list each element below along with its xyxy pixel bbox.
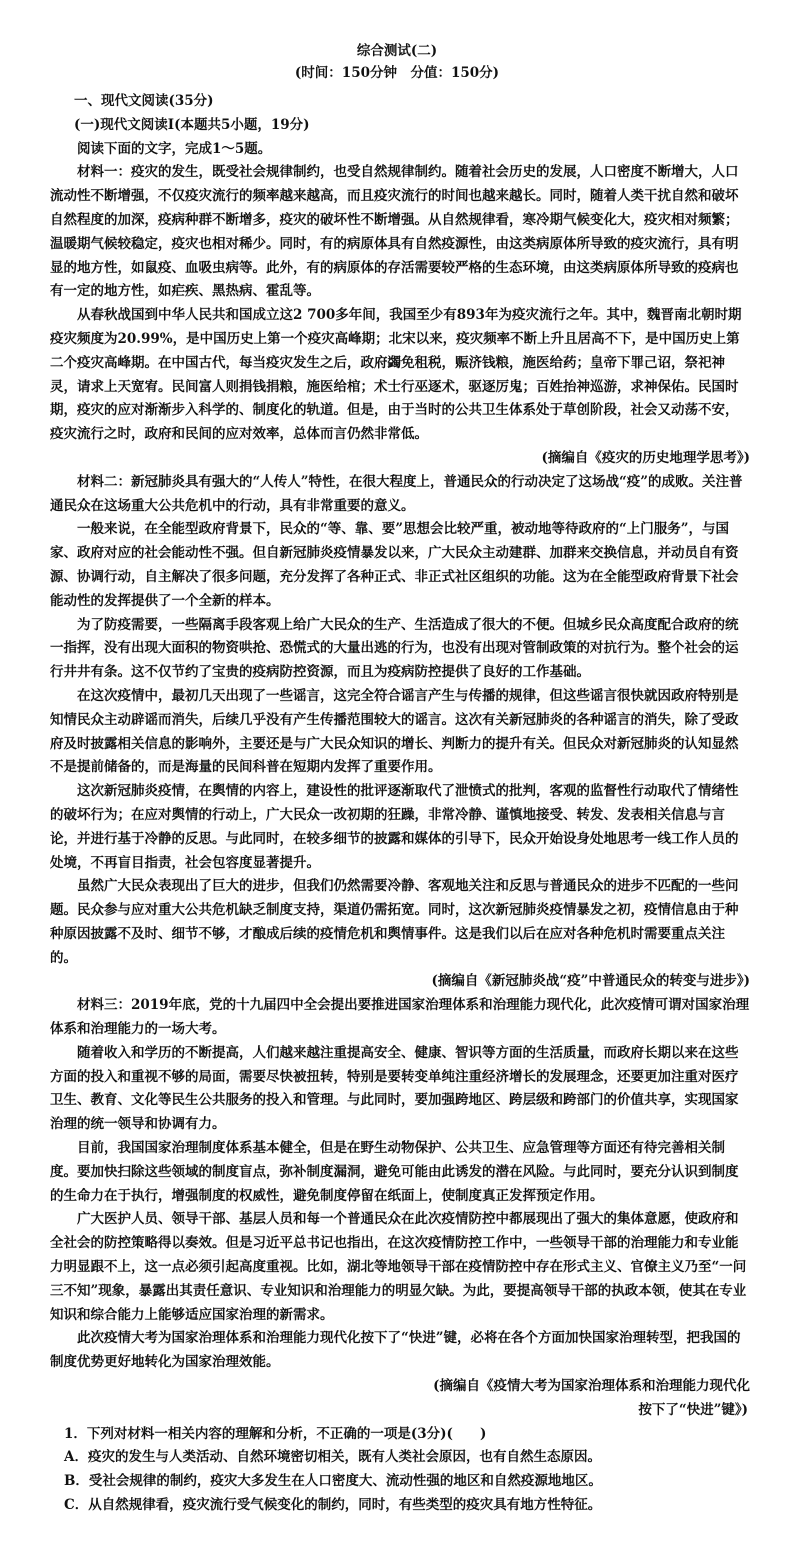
question-1: 1．下列对材料一相关内容的理解和分析，不正确的一项是(3分)( ) — [64, 1425, 487, 1442]
section-heading: 一、现代文阅读(35分) — [74, 93, 214, 109]
material-three-source-line-2: 按下了“快进”键》) — [638, 1401, 748, 1418]
material-two-paragraph-1: 材料二：新冠肺炎具有强大的“人传人”特性，在很大程度上，普通民众的行动决定了这场战“疫”的成败。关注普通民众在这场重大公共危机中的行动，具有非常重要的意义。 — [50, 473, 743, 514]
exam-time-score: (时间：150分钟 分值：150分) — [294, 65, 500, 81]
question-1-option-c: C．从自然规律看，疫灾流行受气候变化的制约，同时，有些类型的疫灾具有地方性特征。 — [64, 1497, 602, 1514]
material-one-paragraph-2: 从春秋战国到中华人民共和国成立这2 700多年间，我国至少有893年为疫灾流行之年。其中，魏晋南北朝时期疫灾频度为20.99%，是中国历史上第一个疫灾高峰期；北宋以来，疫灾频率不断上升且居高不下，是中国历史上第二个疫灾高峰期。在中国古代，每当疫灾发生之后，政府蠲免租税，赈济钱粮，施医给药；皇帝下罪己诏，祭祀神灵，请求上天宽宥。民间富人则捐钱捐粮，施医给棺；术士行巫逐术，驱逐厉鬼；百姓抬神巡游，求神保佑。民国时期，疫灾的应对渐渐步入科学的、制度化的轨道。但是，由于当时的公共卫生体系处于草创阶段，社会又动荡不安，疫灾流行之时，政府和民间的应对效率，总体而言仍然非常低。 — [50, 307, 742, 443]
material-one-source: (摘编自《疫灾的历史地理学思考》) — [541, 449, 750, 466]
material-three-source-line-1: (摘编自《疫情大考为国家治理体系和治理能力现代化 — [433, 1378, 750, 1395]
material-two-paragraph-2: 一般来说，在全能型政府背景下，民众的“等、靠、要”思想会比较严重，被动地等待政府的“上门服务”，与国家、政府对应的社会能动性不强。但自新冠肺炎疫情暴发以来，广大民众主动建群、加群来交换信息，并动员自有资源、协调行动，自主解决了很多问题，充分发挥了各种正式、非正式社区组织的功能。这为在全能型政府背景下社会能动性的发挥提供了一个全新的样本。 — [50, 521, 739, 609]
material-two-source: (摘编自《新冠肺炎战“疫”中普通民众的转变与进步》) — [431, 973, 750, 990]
material-three-paragraph-2: 随着收入和学历的不断提高，人们越来越注重提高安全、健康、智识等方面的生活质量，而政府长期以来在这些方面的投入和重视不够的局面，需要尽快被扭转，特别是要转变单纯注重经济增长的发展理念，还要更加注重对医疗卫生、教育、文化等民生公共服务的投入和管理。与此同时，要加强跨地区、跨层级和跨部门的价值共享，实现国家治理的统一领导和协调有力。 — [50, 1044, 739, 1133]
page-title: 综合测试(二) — [356, 43, 438, 59]
material-two-paragraph-3: 为了防疫需要，一些隔离手段客观上给广大民众的生产、生活造成了很大的不便。但城乡民众高度配合政府的统一指挥，没有出现大面积的物资哄抢、恐慌式的大量出逃的行为，也没有出现对管制政策的对抗行为。整个社会的运行井井有条。这不仅节约了宝贵的疫病防控资源，而且为疫病防控提供了良好的工作基础。 — [50, 616, 739, 681]
material-three-paragraph-1: 材料三：2019年底，党的十九届四中全会提出要推进国家治理体系和治理能力现代化，此次疫情可谓对国家治理体系和治理能力的一场大考。 — [50, 997, 750, 1038]
material-one-paragraph-1: 材料一：疫灾的发生，既受社会规律制约，也受自然规律制约。随着社会历史的发展，人口密度不断增大，人口流动性不断增强，不仅疫灾流行的频率越来越高，而且疫灾流行的时间也越来越长。同时，随着人类干扰自然和破坏自然程度的加深，疫病种群不断增多，疫灾的破坏性不断增强。从自然规律看，寒冷期气候变化大，疫灾相对频繁；温暖期气候较稳定，疫灾也相对稀少。同时，有的病原体具有自然疫源性，由这类病原体所导致的疫灾流行，具有明显的地方性，如鼠疫、血吸虫病等。此外，有的病原体的存活需要较严格的生态环境，由这类病原体所导致的疫病也有一定的地方性，如疟疾、黑热病、霍乱等。 — [50, 164, 739, 300]
question-1-option-a: A．疫灾的发生与人类活动、自然环境密切相关，既有人类社会原因，也有自然生态原因。 — [64, 1449, 601, 1466]
reading-instruction: 阅读下面的文字，完成1～5题。 — [77, 140, 272, 157]
material-three-paragraph-3: 目前，我国国家治理制度体系基本健全，但是在野生动物保护、公共卫生、应急管理等方面还有待完善相关制度。要加快扫除这些领域的制度盲点，弥补制度漏洞，避免可能由此诱发的潜在风险。与此同时，要充分认识到制度的生命力在于执行，增强制度的权威性，避免制度停留在纸面上，使制度真正发挥预定作用。 — [50, 1140, 739, 1204]
material-two-paragraph-4: 在这次疫情中，最初几天出现了一些谣言，这完全符合谣言产生与传播的规律，但这些谣言很快就因政府特别是知情民众主动辟谣而消失，后续几乎没有产生传播范围较大的谣言。这次有关新冠肺炎的各种谣言的消失，除了受政府及时披露相关信息的影响外，主要还是与广大民众知识的增长、判断力的提升有关。但民众对新冠肺炎的认知显然不是提前储备的，而是海量的民间科普在短期内发挥了重要作用。 — [50, 687, 739, 776]
material-two-paragraph-6: 虽然广大民众表现出了巨大的进步，但我们仍然需要冷静、客观地关注和反思与普通民众的进步不匹配的一些问题。民众参与应对重大公共危机缺乏制度支持，渠道仍需拓宽。同时，这次新冠肺炎疫情暴发之初，疫情信息由于种种原因披露不及时、细节不够，才酿成后续的疫情危机和舆情事件。这是我们以后在应对各种危机时需要重点关注的。 — [50, 878, 739, 966]
question-1-option-b: B．受社会规律的制约，疫灾大多发生在人口密度大、流动性强的地区和自然疫源地地区。 — [64, 1473, 602, 1490]
document-body — [50, 90, 750, 1518]
material-three-paragraph-5: 此次疫情大考为国家治理体系和治理能力现代化按下了“快进”键，必将在各个方面加快国家治理转型，把我国的制度优势更好地转化为国家治理效能。 — [50, 1330, 741, 1371]
material-two-paragraph-5: 这次新冠肺炎疫情，在舆情的内容上，建设性的批评逐渐取代了泄愤式的批判，客观的监督性行动取代了情绪性的破坏行为；在应对舆情的行动上，广大民众一改初期的狂躁，非常冷静、谨慎地接受、转发、发表相关信息与言论，并进行基于冷静的反思。与此同时，在较多细节的披露和媒体的引导下，民众开始设身处地思考一线工作人员的处境，不再盲目指责，社会包容度显著提升。 — [50, 783, 739, 871]
subsection-heading: (一)现代文阅读Ⅰ(本题共5小题，19分) — [74, 116, 310, 133]
material-three-paragraph-4: 广大医护人员、领导干部、基层人员和每一个普通民众在此次疫情防控中都展现出了强大的集体意愿，使政府和全社会的防控策略得以奏效。但是习近平总书记也指出，在这次疫情防控工作中，一些领导干部的治理能力和专业能力明显跟不上，这一点必须引起高度重视。比如，湖北等地领导干部在疫情防控中存在形式主义、官僚主义乃至“一问三不知”现象，暴露出其责任意识、专业知识和治理能力的明显欠缺。为此，要提高领导干部的执政本领，使其在专业知识和综合能力上能够适应国家治理的新需求。 — [50, 1211, 747, 1323]
